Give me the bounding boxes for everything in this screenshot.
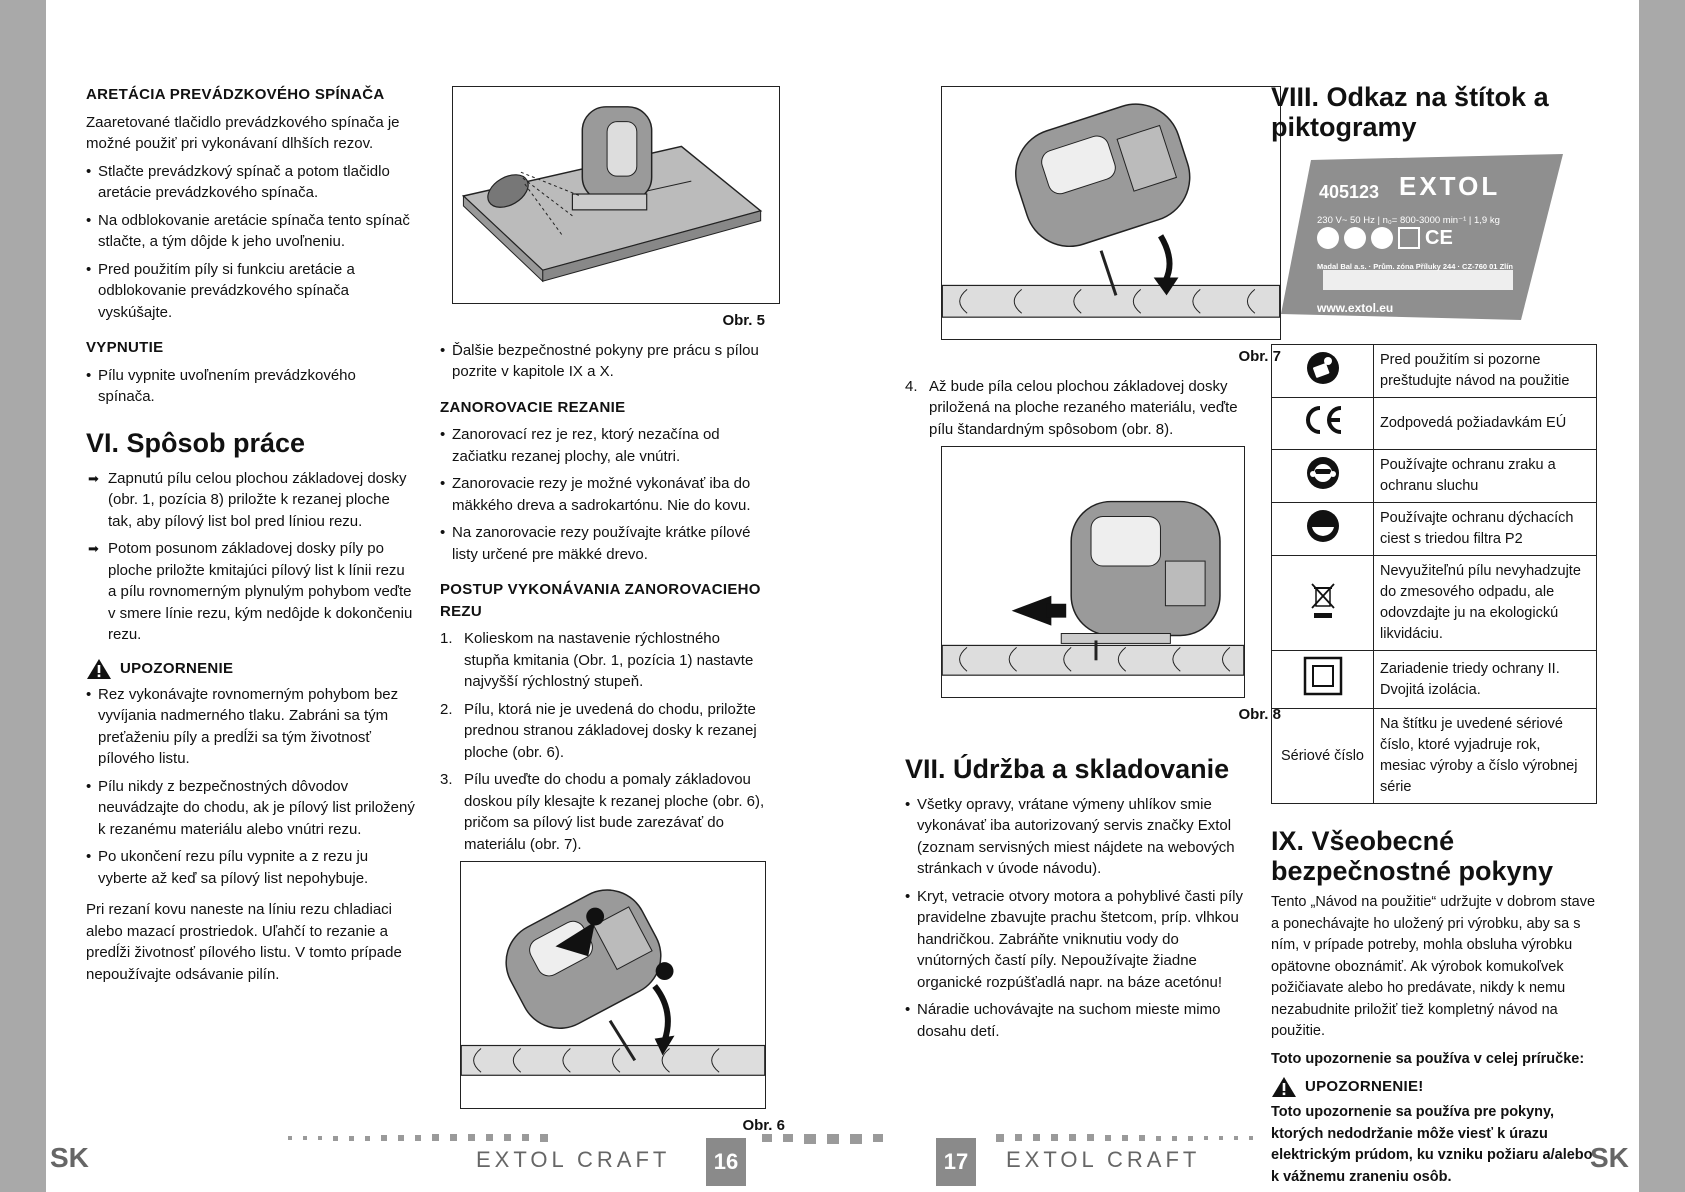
pictogram-table (1271, 344, 1597, 804)
pictogram-row (1272, 709, 1597, 804)
pictogram-description: Na štítku je uvedené sériové číslo, ktoré vyjadruje rok, mesiac výroby a číslo výrobnej série (1374, 709, 1597, 804)
brand-wordmark-left: EXTOL CRAFT (476, 1147, 671, 1172)
figure-7-caption: Obr. 7 (1238, 348, 1281, 365)
pictogram-cell (1272, 651, 1374, 709)
jigsaw-spray-illustration (453, 87, 779, 303)
arrow-item: ➡ Zapnutú pílu celou plochou základovej dosky (obr. 1, pozícia 8) priložte k rezanej ploche tak, aby pílový list bol pred líniou rezu. (86, 468, 416, 533)
numbered-step (905, 376, 1245, 441)
bullet-item: • Stlačte prevádzkový spínač a potom tlačidlo aretácie prevádzkového spínača. (86, 161, 416, 204)
label-pictogram-icon (1398, 227, 1420, 249)
label-logo: EXTOL (1399, 171, 1501, 201)
warning-triangle-icon (86, 658, 112, 680)
pictogram-cell (1272, 398, 1374, 450)
step-text: Pílu uveďte do chodu a pomaly základovou doskou píly klesajte k rezanej ploche (obr. 6), pričom sa pílový list bude zarezávať do materiálu (obr. 7). (464, 771, 765, 853)
bullet-item: • Pred použitím píly si funkciu aretácie a odblokovanie prevádzkového spínača vyskúšajte. (86, 259, 416, 324)
warning-label: UPOZORNENIE! (1305, 1078, 1424, 1096)
footer-dots-center (762, 1134, 883, 1142)
figure-5 (452, 86, 780, 304)
footer-dots-left (288, 1134, 548, 1142)
bullet-item: • Ďalšie bezpečnostné pokyny pre prácu s pílou pozrite v kapitole IX a X. (440, 340, 765, 383)
page-number-right: 17 (936, 1138, 976, 1186)
step-number: 2. (440, 700, 453, 718)
section-title-safety: IX. Všeobecné bezpečnostné pokyny (1271, 826, 1554, 886)
pictogram-description: Používajte ochranu dýchacích ciest s triedou filtra P2 (1374, 503, 1597, 556)
figure-6-caption: Obr. 6 (742, 1117, 785, 1134)
pictogram-description: Používajte ochranu zraku a ochranu sluchu (1374, 450, 1597, 503)
bullet-item: • Pílu vypnite uvoľnením prevádzkového spínača. (86, 365, 416, 408)
serial-number-label: Sériové číslo (1280, 747, 1364, 764)
pictogram-cell (1272, 450, 1374, 503)
pictogram-description: Pred použitím si pozorne preštudujte návod na použitie (1374, 345, 1597, 398)
right-side-bar (1639, 0, 1685, 1192)
step-number: 3. (440, 771, 453, 788)
pictogram-row (1272, 345, 1597, 398)
step-number: 4. (905, 377, 918, 395)
paragraph: Toto upozornenie sa používa v celej príručke: (1271, 1050, 1585, 1067)
warning-label: UPOZORNENIE (120, 659, 234, 677)
label-product-code: 405123 (1319, 182, 1380, 202)
heading-switch-lock: ARETÁCIA PREVÁDZKOVÉHO SPÍNAČA (86, 86, 385, 103)
footer-dots-right (996, 1134, 1253, 1142)
label-pictogram-icon (1371, 227, 1393, 249)
label-pictogram-icon: CE (1425, 227, 1453, 249)
pictogram-cell (1272, 503, 1374, 556)
warning-triangle-icon (1271, 1076, 1297, 1098)
page-number-left: 16 (706, 1138, 746, 1186)
pictogram-row (1272, 450, 1597, 503)
column-2 (440, 86, 785, 1145)
paragraph: Zaaretované tlačidlo prevádzkového spínača je možné použiť pri vykonávaní dlhších rezov. (86, 113, 400, 152)
language-code-right: SK (1590, 1142, 1629, 1173)
bullet-item: • Zanorovacie rezy je možné vykonávať iba do mäkkého dreva a sadrokartónu. Nie do kovu. (440, 473, 765, 516)
section-title-maintenance: VII. Údržba a skladovanie (905, 753, 1230, 784)
pictogram-description: Zariadenie triedy ochrany II. Dvojitá izolácia. (1374, 651, 1597, 709)
bullet-item: • Po ukončení rezu pílu vypnite a z rezu ju vyberte až keď sa pílový list nepohybuje. (86, 846, 416, 889)
jigsaw-plunge-illustration (461, 862, 765, 1108)
weee-bin-icon (1308, 608, 1338, 624)
label-pictogram-icon (1317, 227, 1339, 249)
read-manual-icon (1306, 373, 1340, 389)
ce-mark-icon (1301, 425, 1345, 441)
figure-8-caption: Obr. 8 (1238, 706, 1281, 723)
column-1 (86, 78, 416, 991)
paragraph: Tento „Návod na použitie“ udržujte v dobrom stave a ponechávajte ho uložený pri výrobku, aby sa s ním, v prípade potreby, mohla obsluha výrobku opätovne oboznámiť. Ak výrobok komukoľvek požičiavate alebo ho predávate, nikdy k nemu nezabudnite priložiť tiež kompletný návod na použitie. (1271, 894, 1596, 1039)
pictogram-description: Zodpovedá požiadavkám EÚ (1374, 398, 1597, 450)
language-code-left: SK (50, 1142, 89, 1173)
numbered-step (440, 699, 765, 764)
jigsaw-guiding-illustration (942, 447, 1244, 697)
brand-wordmark-right: EXTOL CRAFT (1006, 1147, 1201, 1172)
step-number: 1. (440, 630, 453, 647)
pictogram-row (1272, 398, 1597, 450)
label-address: Madal Bal a.s. · Prům. zóna Příluky 244 · CZ-760 01 Zlín (1317, 262, 1513, 271)
heading-switch-off: VYPNUTIE (86, 339, 164, 356)
numbered-step (440, 769, 765, 855)
section-title-work: VI. Spôsob práce (86, 427, 306, 458)
figure-8 (941, 446, 1245, 698)
pictogram-row (1272, 651, 1597, 709)
figure-5-caption: Obr. 5 (722, 312, 765, 329)
column-3 (905, 86, 1281, 1048)
rating-label (1271, 152, 1571, 332)
pictogram-description: Nevyužiteľnú pílu nevyhadzujte do zmesového odpadu, ale odovzdajte ju na ekologickú likvidáciu. (1374, 556, 1597, 651)
class-ii-icon (1303, 684, 1343, 700)
left-side-bar (0, 0, 46, 1192)
pictogram-cell (1272, 709, 1374, 804)
bullet-item: • Rez vykonávajte rovnomerným pohybom bez vyvíjania nadmerného tlaku. Zabráni sa tým preťaženiu píly a predĺži sa tým životnosť pílového listu. (86, 684, 416, 770)
paragraph: Toto upozornenie sa používa pre pokyny, ktorých nedodržanie môže viesť k úrazu elektrickým prúdom, ku vzniku požiaru a/alebo k vážnemu zraneniu osôb. (1271, 1104, 1593, 1185)
eye-ear-protection-icon (1306, 478, 1340, 494)
section-title-label: VIII. Odkaz na štítok a piktogramy (1271, 82, 1549, 142)
arrow-item: ➡ Potom posunom základovej dosky píly po ploche priložte kmitajúci pílový list k línii rezu a pílu rovnomerným plynulým pohybom veďte v smere línie rezu, kým nedôjde k dokončeniu rezu. (86, 538, 416, 646)
warning-heading (86, 658, 416, 680)
numbered-step (440, 628, 765, 693)
bullet-item: • Kryt, vetracie otvory motora a pohyblivé časti píly pravidelne zbavujte prachu štetcom, príp. vlhkou handričkou. Zabráňte vniknutiu vody do vnútorných častí píly. Nepoužívajte žiadne organické rozpúšťadlá napr. na báze acetónu! (905, 886, 1245, 994)
label-spec: 230 V~ 50 Hz | n₀= 800-3000 min⁻¹ | 1,9 kg (1317, 215, 1500, 226)
bullet-item: • Náradie uchovávajte na suchom mieste mimo dosahu detí. (905, 999, 1245, 1042)
step-text: Kolieskom na nastavenie rýchlostného stupňa kmitania (Obr. 1, pozícia 1) nastavte najvyšší rýchlostný stupeň. (464, 630, 754, 690)
pictogram-row (1272, 556, 1597, 651)
bullet-item: • Zanorovací rez je rez, ktorý nezačína od začiatku rezanej plochy, ale vnútri. (440, 424, 765, 467)
step-text: Až bude píla celou plochou základovej dosky priložená na ploche rezaného materiálu, veďte pílu štandardným spôsobom (obr. 8). (929, 377, 1238, 438)
pictogram-cell (1272, 345, 1374, 398)
pictogram-cell (1272, 556, 1374, 651)
heading-plunge-cut: ZANOROVACIE REZANIE (440, 398, 626, 416)
bullet-item: • Na odblokovanie aretácie spínača tento spínač stlačte, a tým dôjde k jeho uvoľneniu. (86, 210, 416, 253)
label-pictogram-icon (1344, 227, 1366, 249)
step-text: Pílu, ktorá nie je uvedená do chodu, priložte prednou stranou základovej dosky k rezanej ploche (obr. 6). (464, 700, 757, 761)
label-pictograms (1317, 227, 1455, 249)
figure-6 (460, 861, 766, 1109)
jigsaw-cutting-illustration (942, 87, 1280, 339)
figure-7 (941, 86, 1281, 340)
pictogram-row (1272, 503, 1597, 556)
column-4 (1271, 82, 1597, 1192)
respirator-icon (1306, 531, 1340, 547)
bullet-item: • Všetky opravy, vrátane výmeny uhlíkov smie vykonávať iba autorizovaný servis značky Extol (zoznam servisných miest nájdete na webových stránkach v úvode návodu). (905, 794, 1245, 880)
bullet-item: • Na zanorovacie rezy používajte krátke pílové listy určené pre mäkké drevo. (440, 522, 765, 565)
label-web: www.extol.eu (1317, 301, 1394, 315)
paragraph: Pri rezaní kovu naneste na líniu rezu chladiaci alebo mazací prostriedok. Uľahčí to rezanie a predĺži životnosť pílového listu. V tomto prípade nepoužívajte odsávanie pilín. (86, 901, 402, 983)
bullet-item: • Pílu nikdy z bezpečnostných dôvodov neuvádzajte do chodu, ak je pílový list priložený k rezanému materiálu alebo vnútri rezu. (86, 776, 416, 841)
heading-plunge-procedure: POSTUP VYKONÁVANIA ZANOROVACIEHO REZU (440, 581, 761, 620)
warning-heading (1271, 1076, 1597, 1098)
